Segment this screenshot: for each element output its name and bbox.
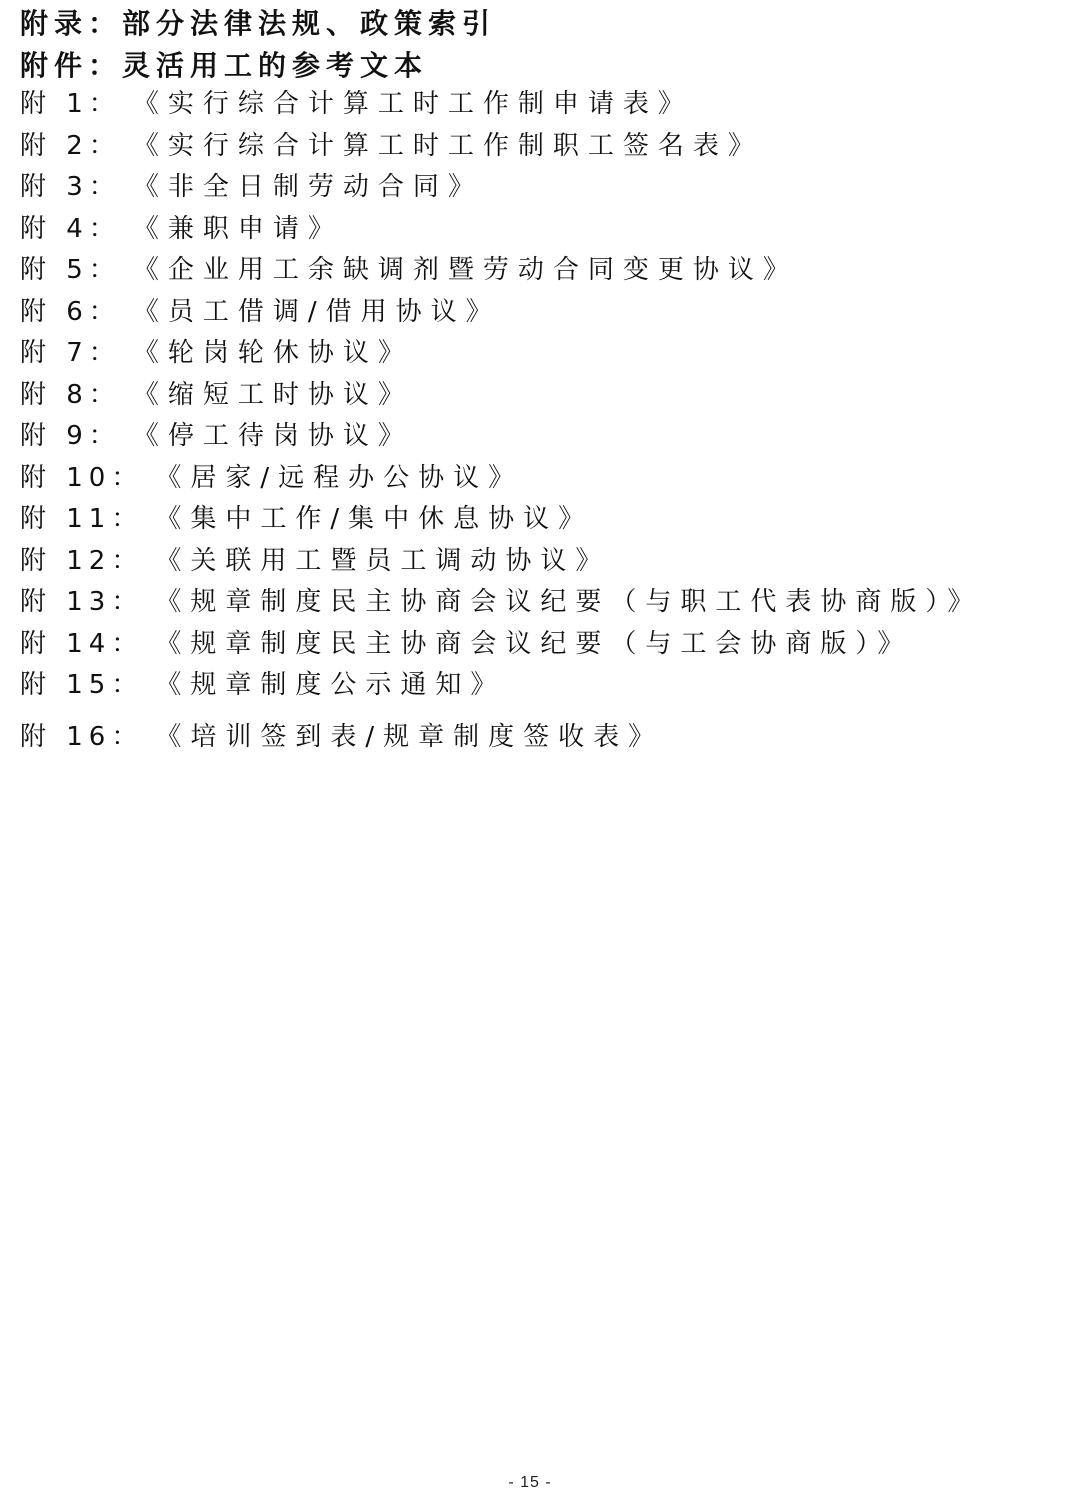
item-title: 《规章制度民主协商会议纪要（与工会协商版）》: [155, 628, 913, 659]
list-item: [20, 333, 982, 375]
item-number: 附 9：: [20, 421, 121, 451]
item-title: 《兼职申请》: [132, 213, 343, 244]
item-title: 《规章制度公示通知》: [155, 670, 506, 700]
list-item: [20, 250, 982, 292]
list-item: [20, 624, 982, 666]
item-title: 《集中工作/集中休息协议》: [155, 504, 594, 534]
item-number: 附 2：: [20, 130, 121, 161]
attachment-list: [20, 84, 982, 758]
item-number: 附 13：: [20, 587, 144, 617]
item-title: 《规章制度民主协商会议纪要（与职工代表协商版）》: [155, 587, 983, 617]
item-number: 附 1：: [20, 89, 121, 119]
list-item: [20, 499, 982, 541]
list-item: [20, 458, 982, 500]
list-item: [20, 84, 982, 126]
item-number: 附 8：: [20, 379, 121, 410]
item-number: 附 6：: [20, 296, 121, 327]
item-title: 《实行综合计算工时工作制申请表》: [132, 89, 693, 119]
item-title: 《停工待岗协议》: [132, 421, 413, 451]
item-title: 《缩短工时协议》: [132, 379, 413, 410]
item-number: 附 14：: [20, 628, 144, 659]
item-title: 《居家/远程办公协议》: [155, 462, 524, 493]
item-title: 《关联用工暨员工调动协议》: [155, 545, 611, 576]
item-title: 《实行综合计算工时工作制职工签名表》: [132, 130, 763, 161]
list-item: [20, 167, 982, 209]
appendix-heading: 附录：部分法律法规、政策索引: [20, 7, 497, 40]
item-number: 附 10：: [20, 462, 144, 493]
list-item: [20, 292, 982, 334]
list-item: [20, 582, 982, 624]
item-number: 附 15：: [20, 670, 144, 700]
item-number: 附 16：: [20, 721, 144, 752]
item-number: 附 3：: [20, 172, 121, 202]
item-number: 附 12：: [20, 545, 144, 576]
item-number: 附 11：: [20, 504, 144, 534]
item-title: 《企业用工余缺调剂暨劳动合同变更协议》: [132, 255, 798, 285]
page-number: - 15 -: [508, 1474, 552, 1491]
list-item: [20, 416, 982, 458]
list-item: [20, 375, 982, 417]
item-number: 附 4：: [20, 213, 121, 244]
item-title: 《员工借调/借用协议》: [132, 296, 501, 327]
list-item: [20, 126, 982, 168]
list-item: [20, 541, 982, 583]
list-item: [20, 665, 982, 707]
list-item: [20, 717, 982, 759]
item-title: 《非全日制劳动合同》: [132, 172, 483, 202]
attachment-heading: 附件：灵活用工的参考文本: [20, 49, 429, 82]
item-title: 《轮岗轮休协议》: [132, 338, 413, 368]
item-number: 附 7：: [20, 338, 121, 368]
list-item: [20, 209, 982, 251]
item-number: 附 5：: [20, 255, 121, 285]
item-title: 《培训签到表/规章制度签收表》: [155, 721, 664, 752]
